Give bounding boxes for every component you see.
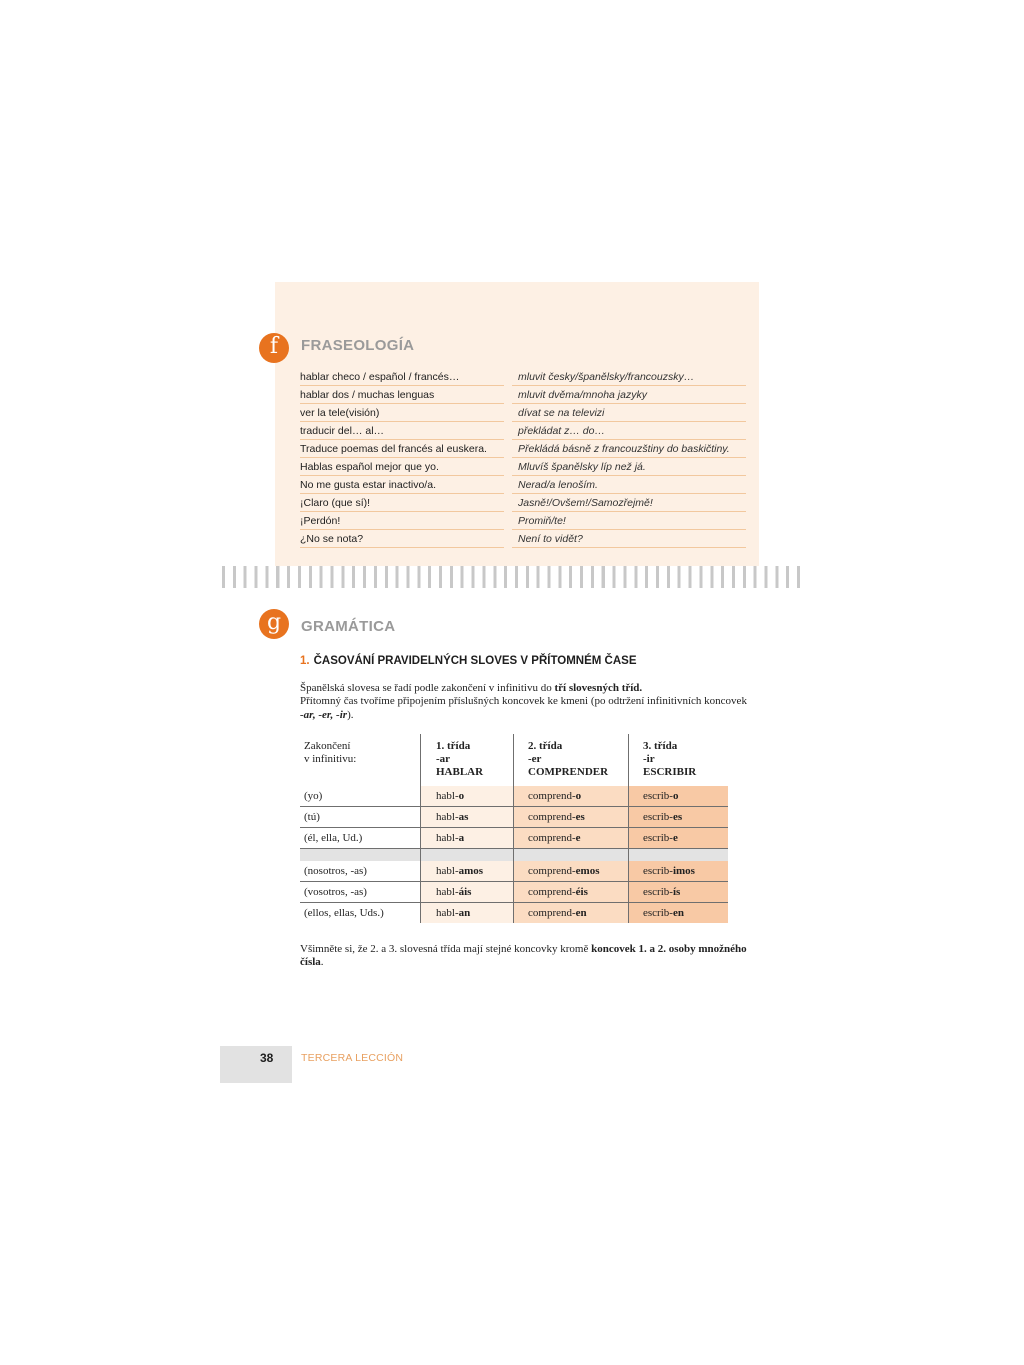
header-class-1: 1. třída -ar HABLAR [421,734,514,786]
grammar-note: Všimněte si, že 2. a 3. slovesná třída mají stejné koncovky kromě koncovek 1. a 2. osoby množného čísla. [300,943,747,969]
phrase-spanish: ver la tele(visión) [300,404,504,422]
separator-cell [421,849,514,862]
person-cell: (nosotros, -as) [300,861,421,882]
phrase-czech: Není to vidět? [512,530,746,548]
phrase-spanish: No me gusta estar inactivo/a. [300,476,504,494]
phrase-czech: dívat se na televizi [512,404,746,422]
conjugation-header-row [300,734,728,786]
plural-separator-row [300,849,728,862]
conjugation-row [300,828,728,849]
grammar-badge-icon: g [259,609,289,639]
hablar-form: habl-o [421,786,514,807]
phrase-spanish: Hablas español mejor que yo. [300,458,504,476]
phrase-czech: překládat z… do… [512,422,746,440]
phrase-row [300,530,746,548]
person-cell: (ellos, ellas, Uds.) [304,907,384,919]
separator-cell [514,849,629,862]
hablar-form: habl-áis [421,882,514,903]
escribir-form: escrib-e [629,828,729,849]
comprender-form: comprend-o [514,786,629,807]
phrase-czech: Promiň/te! [512,512,746,530]
section-divider [222,566,808,588]
escribir-form: escrib-en [629,903,729,924]
page-number-box [220,1046,292,1083]
phrase-czech: Mluvíš španělsky líp než já. [512,458,746,476]
phrase-spanish: ¿No se nota? [300,530,504,548]
separator-cell [629,849,729,862]
phrase-row [300,512,746,530]
escribir-form: escrib-imos [629,861,729,882]
conjugation-row [300,903,728,924]
phrase-czech: Nerad/a lenoším. [512,476,746,494]
comprender-form: comprend-éis [514,882,629,903]
phrase-czech: Překládá básně z francouzštiny do baskičtiny. [512,440,746,458]
conjugation-table [300,734,728,923]
phrase-czech: mluvit dvěma/mnoha jazyky [512,386,746,404]
person-cell: (tú) [300,807,421,828]
intro-paragraph-1: Španělská slovesa se řadí podle zakončení v infinitivu do tří slovesných tříd. [300,682,643,694]
conjugation-row [300,807,728,828]
phrase-row [300,494,746,512]
phraseology-title: FRASEOLOGÍA [301,337,415,354]
phrase-spanish: Traduce poemas del francés al euskera. [300,440,504,458]
person-cell: (él, ella, Ud.) [300,828,421,849]
phraseology-table [292,368,754,548]
phrase-spanish: ¡Perdón! [300,512,504,530]
person-cell: (vosotros, -as) [300,882,421,903]
escribir-form: escrib-es [629,807,729,828]
lesson-label: TERCERA LECCIÓN [301,1052,404,1064]
phrase-spanish: hablar dos / muchas lenguas [300,386,504,404]
separator-cell [300,849,421,862]
phrase-row [300,422,746,440]
header-class-3: 3. třída -ir ESCRIBIR [629,734,729,786]
grammar-title: GRAMÁTICA [301,618,396,635]
header-infinitive-ending: Zakončení v infinitivu: [304,740,357,765]
phrase-row [300,386,746,404]
comprender-form: comprend-e [514,828,629,849]
grammar-heading [300,655,637,667]
phrase-row [300,476,746,494]
conjugation-row [300,861,728,882]
hablar-form: habl-amos [421,861,514,882]
grammar-intro [300,682,750,722]
hablar-form: habl-a [421,828,514,849]
hablar-form: habl-as [421,807,514,828]
heading-text: ČASOVÁNÍ PRAVIDELNÝCH SLOVES V PŘÍTOMNÉM ČASE [313,655,637,667]
phrase-spanish: traducir del… al… [300,422,504,440]
header-class-2: 2. třída -er COMPRENDER [514,734,629,786]
page-number: 38 [260,1051,274,1065]
phrase-row [300,404,746,422]
comprender-form: comprend-emos [514,861,629,882]
phraseology-badge-icon: f [259,333,289,363]
phrase-czech: Jasně!/Ovšem!/Samozřejmě! [512,494,746,512]
intro-paragraph-2: Přítomný čas tvoříme připojením příslušných koncovek ke kmeni (po odtržení infinitivních koncovek -ar, -er, -ir). [300,695,747,721]
person-cell: (yo) [300,786,421,807]
phrase-row [300,368,746,386]
phrase-row [300,458,746,476]
conjugation-row [300,882,728,903]
phrase-spanish: ¡Claro (que sí)! [300,494,504,512]
comprender-form: comprend-es [514,807,629,828]
heading-number: 1. [300,655,310,667]
comprender-form: comprend-en [514,903,629,924]
hablar-form: habl-an [421,903,514,924]
escribir-form: escrib-ís [629,882,729,903]
phrase-spanish: hablar checo / español / francés… [300,368,504,386]
escribir-form: escrib-o [629,786,729,807]
phrase-row [300,440,746,458]
conjugation-row [300,786,728,807]
phrase-czech: mluvit česky/španělsky/francouzsky… [512,368,746,386]
